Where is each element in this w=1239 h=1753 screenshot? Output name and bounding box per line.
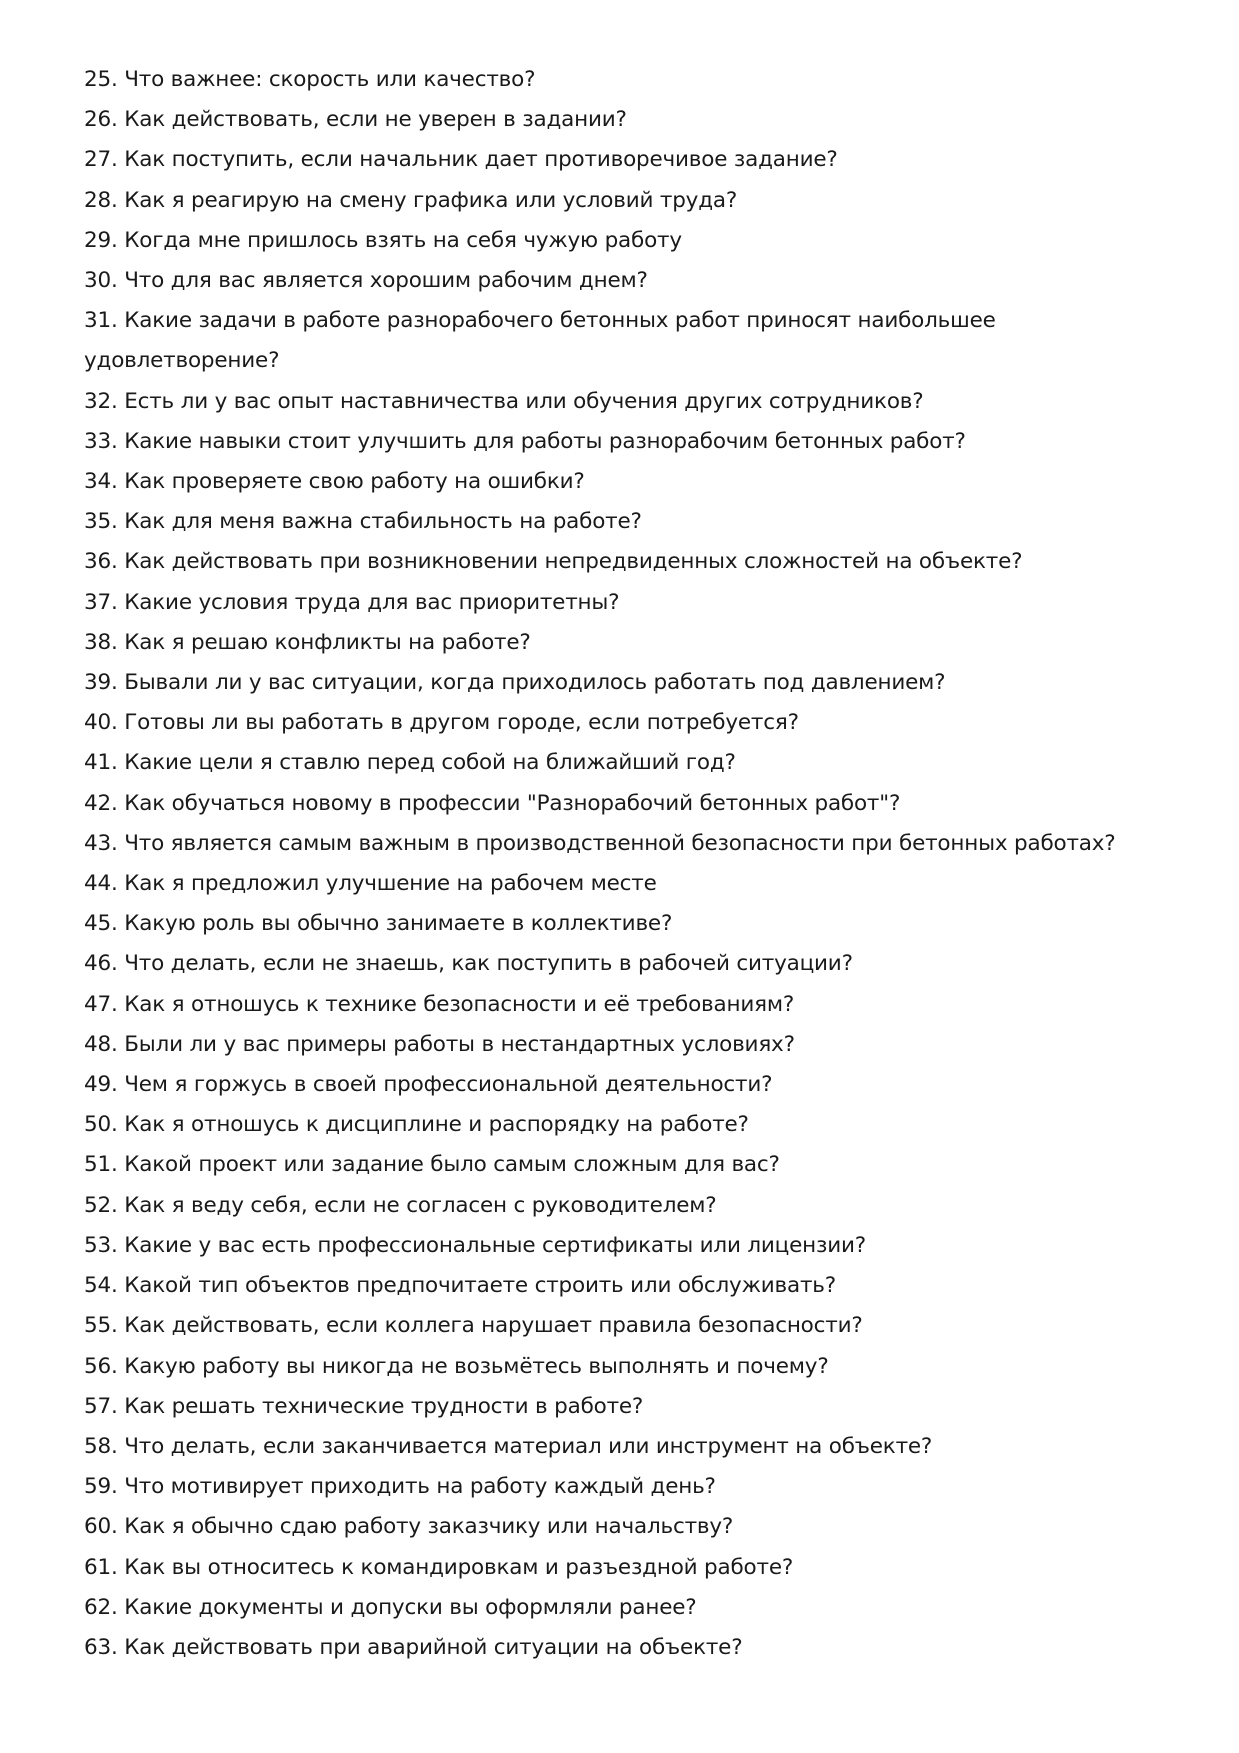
- question-item: 55. Как действовать, если коллега нарушает правила безопасности?: [84, 1313, 863, 1339]
- question-item: 28. Как я реагирую на смену графика или условий труда?: [84, 187, 738, 213]
- question-item: 36. Как действовать при возникновении непредвиденных сложностей на объекте?: [84, 549, 1023, 575]
- question-item: 49. Чем я горжусь в своей профессиональной деятельности?: [84, 1072, 773, 1098]
- question-item: 45. Какую роль вы обычно занимаете в коллективе?: [84, 911, 673, 937]
- question-item: 60. Как я обычно сдаю работу заказчику или начальству?: [84, 1514, 734, 1540]
- question-item: 46. Что делать, если не знаешь, как поступить в рабочей ситуации?: [84, 951, 853, 977]
- question-item: 35. Как для меня важна стабильность на работе?: [84, 509, 642, 535]
- question-item: 26. Как действовать, если не уверен в задании?: [84, 107, 627, 133]
- question-item: 50. Как я отношусь к дисциплине и распорядку на работе?: [84, 1112, 749, 1138]
- question-item: 53. Какие у вас есть профессиональные сертификаты или лицензии?: [84, 1232, 866, 1258]
- question-item: 40. Готовы ли вы работать в другом городе, если потребуется?: [84, 710, 799, 736]
- question-item: 32. Есть ли у вас опыт наставничества или обучения других сотрудников?: [84, 388, 924, 414]
- question-list: [84, 60, 1174, 1668]
- question-item: 27. Как поступить, если начальник дает противоречивое задание?: [84, 147, 838, 173]
- document-page: [84, 60, 1174, 1668]
- question-item: 37. Какие условия труда для вас приоритетны?: [84, 589, 620, 615]
- question-item: 42. Как обучаться новому в профессии "Разнорабочий бетонных работ"?: [84, 790, 901, 816]
- question-item: 63. Как действовать при аварийной ситуации на объекте?: [84, 1634, 743, 1660]
- question-item: 44. Как я предложил улучшение на рабочем месте: [84, 871, 657, 897]
- question-item: 48. Были ли у вас примеры работы в нестандартных условиях?: [84, 1031, 795, 1057]
- question-item: 58. Что делать, если заканчивается материал или инструмент на объекте?: [84, 1433, 933, 1459]
- question-item: 56. Какую работу вы никогда не возьмётесь выполнять и почему?: [84, 1353, 829, 1379]
- question-item: 47. Как я отношусь к технике безопасности и её требованиям?: [84, 991, 795, 1017]
- question-item: 59. Что мотивирует приходить на работу каждый день?: [84, 1474, 716, 1500]
- question-item: 33. Какие навыки стоит улучшить для работы разнорабочим бетонных работ?: [84, 428, 966, 454]
- question-item: 62. Какие документы и допуски вы оформляли ранее?: [84, 1594, 697, 1620]
- question-item: 61. Как вы относитесь к командировкам и разъездной работе?: [84, 1554, 794, 1580]
- question-item: 29. Когда мне пришлось взять на себя чужую работу: [84, 227, 682, 253]
- question-item: 52. Как я веду себя, если не согласен с руководителем?: [84, 1192, 717, 1218]
- question-item: 31. Какие задачи в работе разнорабочего бетонных работ приносят наибольшее удовлетворение?: [84, 308, 996, 374]
- question-item: 30. Что для вас является хорошим рабочим днем?: [84, 268, 648, 294]
- question-item: 34. Как проверяете свою работу на ошибки?: [84, 469, 585, 495]
- question-item: 25. Что важнее: скорость или качество?: [84, 67, 536, 92]
- question-item: 39. Бывали ли у вас ситуации, когда приходилось работать под давлением?: [84, 670, 946, 696]
- question-item: 51. Какой проект или задание было самым сложным для вас?: [84, 1152, 780, 1178]
- question-item: 43. Что является самым важным в производственной безопасности при бетонных работах?: [84, 830, 1116, 856]
- question-item: 41. Какие цели я ставлю перед собой на ближайший год?: [84, 750, 736, 776]
- question-item: 38. Как я решаю конфликты на работе?: [84, 629, 531, 655]
- question-item: 54. Какой тип объектов предпочитаете строить или обслуживать?: [84, 1273, 836, 1299]
- question-item: 57. Как решать технические трудности в работе?: [84, 1393, 644, 1419]
